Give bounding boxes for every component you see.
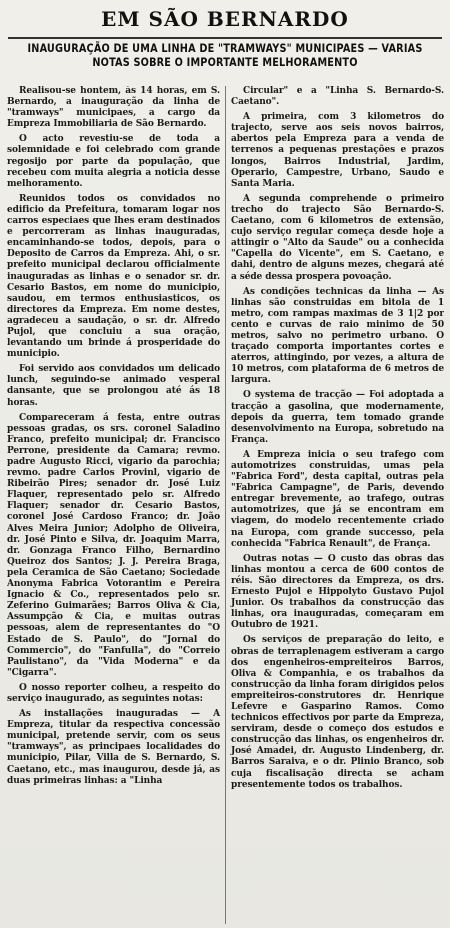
- right-paragraph-4: As condições technicas da linha — As linhas são construidas em bitola de 1 metro, com rampas maximas de 3 1|2 por cento e curvas de raio minimo de 50 metros, salvo no perimetro urbano. O traçado comporta importantes cortes e aterros, attingindo, por vezes, a altura de 10 metros, com plataforma de 6 metros de largura.: [231, 286, 444, 386]
- right-paragraph-1: Circular" e a "Linha S. Bernardo-S. Caetano".: [231, 86, 444, 108]
- left-paragraph-1: Realisou-se hontem, ás 14 horas, em S. Bernardo, a inauguração da linha de "tramways" municipaes, a cargo da Empreza Immobiliaria de São Bernardo.: [7, 86, 220, 130]
- right-paragraph-5: O systema de tracção — Foi adoptada a tracção a gasolina, que modernamente, depois da guerra, tem tomado grande desenvolvimento na Europa, sobretudo na França.: [231, 390, 444, 445]
- article-body: [7, 86, 444, 924]
- right-paragraph-8: Os serviços de preparação do leito, e obras de terraplenagem estiveram a cargo dos engenheiros-empreiteiros Barros, Oliva & Companhia, e os trabalhos da construcção da linha foram dirigidos pelos empreiteiros-construtores dr. Henrique Lefevre e Gasparino Ramos. Como technicos effectivos por parte da Empreza, serviram, desde o começo dos estudos e construcção das linhas, os engenheiros dr. José Amadei, dr. Augusto Lindenberg, dr. Barros Saraiva, e o dr. Plinio Branco, sob cuja fiscalisação directa se acham presentemente todos os trabalhos.: [231, 635, 444, 790]
- left-paragraph-7: As installações inauguradas — A Empreza, titular da respectiva concessão municipal, pretende servir, com os seus "tramways", as principaes localidades do municipio, Pilar, Villa de S. Bernardo, S. Caetano, etc., mas inaugurou, desde já, as duas primeiras linhas: a "Linha: [7, 709, 220, 786]
- left-column: [7, 86, 225, 924]
- right-paragraph-2: A primeira, com 3 kilometros do trajecto, serve aos seis novos bairros, abertos pela Empreza para a venda de terrenos a pequenas prestações e prazos longos, Bairros Industrial, Jardim, Operario, Campestre, Urbano, Saudo e Santa Maria.: [231, 112, 444, 189]
- right-paragraph-3: A segunda comprehende o primeiro trecho do trajecto São Bernardo-S. Caetano, com 6 kilometros de extensão, cujo serviço regular começa desde hoje a attingir o "Alto da Saude" ou a conhecida "Capella do Vicente", em S. Caetano, e dahi, dentro de alguns mezes, chegará até a séde dessa prospera povoação.: [231, 193, 444, 282]
- left-paragraph-6: O nosso reporter colheu, a respeito do serviço inaugurado, as seguintes notas:: [7, 682, 220, 704]
- right-paragraph-6: A Empreza inicia o seu trafego com automotrizes construidas, umas pela "Fabrica Ford", desta capital, outras pela "Fabrica Campagne", de Paris, devendo entregar brevemente, ao trafego, outras automotrizes, que já se encontram em viagem, do modelo recentemente criado na Europa, com grande successo, pela conhecida "Fabrica Renault", de França.: [231, 449, 444, 549]
- left-paragraph-2: O acto revestiu-se de toda a solemnidade e foi celebrado com grande regosijo por parte da população, que recebeu com muita alegria a noticia desse melhoramento.: [7, 134, 220, 189]
- article-subheadline: INAUGURAÇÃO DE UMA LINHA DE "TRAMWAYS" MUNICIPAES — VARIAS NOTAS SOBRE O IMPORTANTE MELHORAMENTO: [27, 41, 423, 69]
- article-headline: EM SÃO BERNARDO: [101, 7, 349, 31]
- left-paragraph-3: Reunidos todos os convidados no edificio da Prefeitura, tomaram logar nos carros especiaes que lhes eram destinados e percorreram as linhas inauguradas, encaminhando-se todos, depois, para o Deposito de Carros da Empreza. Ahi, o sr. prefeito municipal declarou officialmente inauguradas as linhas e o senador sr. dr. Cesario Bastos, em nome do municipio, saudou, em termos enthusiasticos, os directores da Empreza. Em nome destes, agradeceu a saudação, o sr. dr. Alfredo Pujol, que concluiu a sua oração, levantando um brinde á prosperidade do municipio.: [7, 193, 220, 360]
- left-paragraph-5: Compareceram á festa, entre outras pessoas gradas, os srs. coronel Saladino Franco, prefeito municipal; dr. Francisco Perrone, presidente da Camara; revmo. padre Augusto Ricci, vigario da parochia; revmo. padre Carlos Provinl, vigario de Ribeirão Pires; senador dr. José Luiz Flaquer, representado pelo sr. Alfredo Flaquer; senador dr. Cesario Bastos, coronel José Cardoso Franco; dr. João Alves Meira Junior; Adolpho de Oliveira, dr. José Pinto e Silva, dr. Joaquim Marra, dr. Gonzaga Franco Filho, Bernardino Queiroz dos Santos; J. J. Pereira Braga, pela Ceramica de São Caetano; Sociedade Anonyma Fabrica Votorantim e Pereira Ignacio & Co., representados pelo sr. Zeferino Guimarães; Barros Oliva & Cia, Assumpção & Cia, e muitas outras pessoas, alem de representantes do "O Estado de S. Paulo", do "Jornal do Commercio", do "Fanfulla", do "Correio Paulistano", da "Vida Moderna" e da "Cigarra".: [7, 412, 220, 678]
- right-column: [226, 86, 444, 924]
- right-paragraph-7: Outras notas — O custo das obras das linhas montou a cerca de 600 contos de réis. São directores da Empreza, os drs. Ernesto Pujol e Hippolyto Gustavo Pujol Junior. Os trabalhos da construcção das linhas, ora inauguradas, começaram em Outubro de 1921.: [231, 553, 444, 631]
- headline-rule: [8, 37, 442, 39]
- left-paragraph-4: Foi servido aos convidados um delicado lunch, seguindo-se animado vesperal dansante, que se prolongou até ás 18 horas.: [7, 364, 220, 408]
